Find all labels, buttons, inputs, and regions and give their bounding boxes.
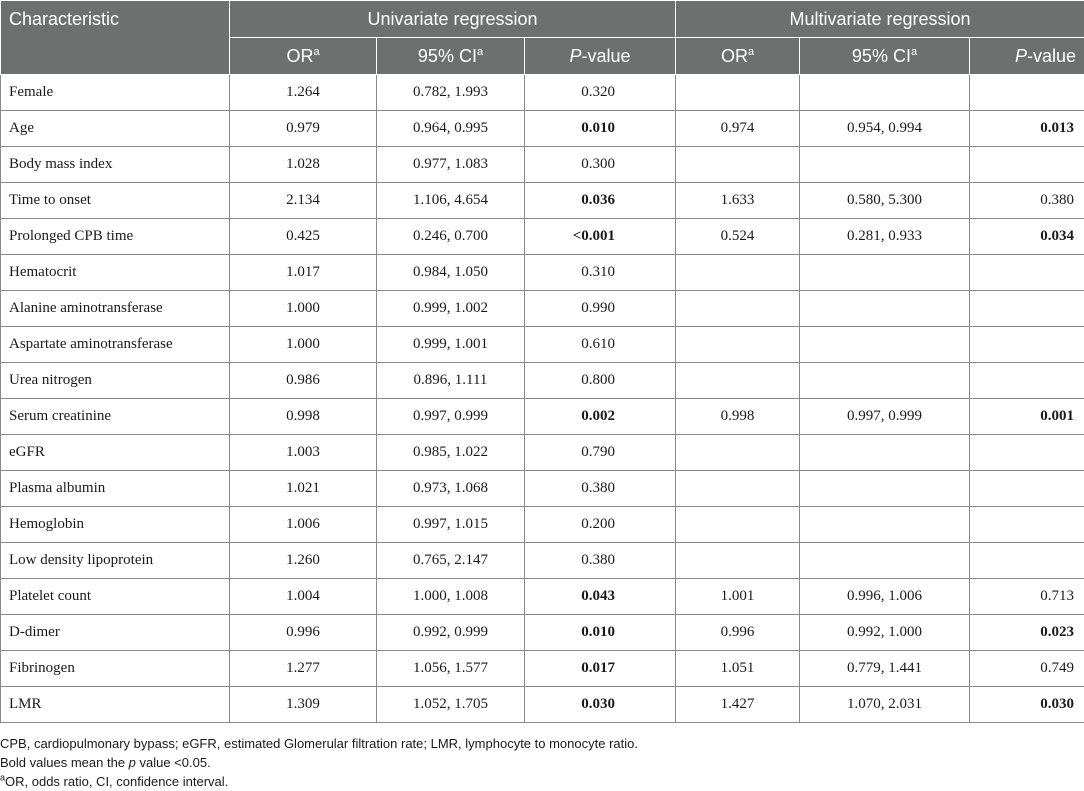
cell-characteristic: Aspartate aminotransferase [1, 327, 230, 363]
cell-multivariate-or: 1.001 [676, 579, 800, 615]
cell-univariate-p: 0.036 [525, 183, 676, 219]
cell-univariate-ci: 0.997, 1.015 [377, 507, 525, 543]
cell-multivariate-ci: 0.281, 0.933 [800, 219, 970, 255]
header-m-p: P-value [970, 38, 1084, 75]
header-m-ci: 95% $CI^a$ [800, 38, 970, 75]
cell-characteristic: Hemoglobin [1, 507, 230, 543]
cell-univariate-ci: 1.000, 1.008 [377, 579, 525, 615]
table-row [1, 615, 1084, 651]
cell-univariate-ci: 0.973, 1.068 [377, 471, 525, 507]
table-row [1, 111, 1084, 147]
cell-univariate-p: 0.380 [525, 543, 676, 579]
cell-univariate-or: 1.309 [230, 687, 377, 723]
cell-characteristic: Hematocrit [1, 255, 230, 291]
cell-multivariate-or [676, 435, 800, 471]
table-row [1, 183, 1084, 219]
cell-multivariate-ci [800, 543, 970, 579]
cell-univariate-or: 2.134 [230, 183, 377, 219]
cell-univariate-p: 0.017 [525, 651, 676, 687]
cell-multivariate-ci [800, 327, 970, 363]
cell-univariate-p: 0.990 [525, 291, 676, 327]
cell-multivariate-or: 1.633 [676, 183, 800, 219]
cell-univariate-p: 0.300 [525, 147, 676, 183]
cell-multivariate-p [970, 507, 1084, 543]
cell-multivariate-p [970, 291, 1084, 327]
cell-univariate-ci: 1.106, 4.654 [377, 183, 525, 219]
cell-univariate-ci: 0.984, 1.050 [377, 255, 525, 291]
cell-univariate-ci: 0.782, 1.993 [377, 75, 525, 111]
cell-univariate-or: 1.000 [230, 327, 377, 363]
cell-multivariate-ci [800, 255, 970, 291]
cell-multivariate-or [676, 507, 800, 543]
cell-multivariate-or [676, 255, 800, 291]
cell-characteristic: Time to onset [1, 183, 230, 219]
cell-univariate-ci: 0.999, 1.001 [377, 327, 525, 363]
cell-univariate-or: 0.986 [230, 363, 377, 399]
cell-univariate-p: 0.800 [525, 363, 676, 399]
table-row [1, 651, 1084, 687]
cell-multivariate-ci [800, 471, 970, 507]
cell-multivariate-or: 0.524 [676, 219, 800, 255]
cell-characteristic: Urea nitrogen [1, 363, 230, 399]
footnotes [0, 734, 1084, 791]
cell-multivariate-ci [800, 363, 970, 399]
footnote-bold: Bold values mean the p value <0.05. [0, 755, 211, 770]
cell-univariate-or: 1.006 [230, 507, 377, 543]
cell-multivariate-ci [800, 291, 970, 327]
cell-multivariate-or [676, 75, 800, 111]
cell-univariate-p: 0.310 [525, 255, 676, 291]
cell-multivariate-or [676, 327, 800, 363]
cell-multivariate-or [676, 543, 800, 579]
cell-univariate-p: 0.010 [525, 615, 676, 651]
cell-univariate-or: 1.003 [230, 435, 377, 471]
cell-univariate-ci: 0.896, 1.111 [377, 363, 525, 399]
table-header [1, 1, 1084, 75]
cell-characteristic: LMR [1, 687, 230, 723]
cell-characteristic: Body mass index [1, 147, 230, 183]
cell-univariate-or: 0.979 [230, 111, 377, 147]
cell-multivariate-p [970, 147, 1084, 183]
cell-univariate-or: 1.004 [230, 579, 377, 615]
cell-multivariate-p [970, 363, 1084, 399]
cell-characteristic: Female [1, 75, 230, 111]
cell-multivariate-p: 0.034 [970, 219, 1084, 255]
cell-univariate-p: 0.320 [525, 75, 676, 111]
cell-multivariate-or [676, 147, 800, 183]
cell-univariate-p: 0.010 [525, 111, 676, 147]
table-row [1, 579, 1084, 615]
table-row [1, 147, 1084, 183]
cell-multivariate-p: 0.713 [970, 579, 1084, 615]
cell-multivariate-ci: 0.997, 0.999 [800, 399, 970, 435]
cell-univariate-p: 0.610 [525, 327, 676, 363]
cell-univariate-or: 1.260 [230, 543, 377, 579]
cell-univariate-p: 0.002 [525, 399, 676, 435]
cell-multivariate-p: 0.001 [970, 399, 1084, 435]
header-u-p: P-value [525, 38, 676, 75]
cell-univariate-p: 0.380 [525, 471, 676, 507]
footnote-abbreviations: CPB, cardiopulmonary bypass; eGFR, estimated Glomerular filtration rate; LMR, lymphocyte to monocyte ratio. [0, 736, 638, 751]
cell-univariate-ci: 0.977, 1.083 [377, 147, 525, 183]
table-row [1, 219, 1084, 255]
cell-univariate-or: 0.425 [230, 219, 377, 255]
cell-multivariate-ci: 1.070, 2.031 [800, 687, 970, 723]
cell-multivariate-ci: 0.992, 1.000 [800, 615, 970, 651]
cell-univariate-ci: 0.765, 2.147 [377, 543, 525, 579]
cell-univariate-ci: 0.985, 1.022 [377, 435, 525, 471]
cell-univariate-p: 0.043 [525, 579, 676, 615]
cell-multivariate-or: 1.427 [676, 687, 800, 723]
header-multivariate: Multivariate regression [676, 1, 1084, 38]
cell-multivariate-p: 0.023 [970, 615, 1084, 651]
table-row [1, 291, 1084, 327]
table-row [1, 543, 1084, 579]
cell-characteristic: Age [1, 111, 230, 147]
cell-univariate-or: 0.998 [230, 399, 377, 435]
cell-multivariate-p [970, 327, 1084, 363]
header-u-or: $OR^a$ [230, 38, 377, 75]
table-body [1, 75, 1084, 723]
cell-univariate-ci: 0.997, 0.999 [377, 399, 525, 435]
cell-univariate-p: 0.030 [525, 687, 676, 723]
cell-multivariate-or [676, 471, 800, 507]
cell-multivariate-or: 0.996 [676, 615, 800, 651]
cell-characteristic: Low density lipoprotein [1, 543, 230, 579]
cell-univariate-or: 1.021 [230, 471, 377, 507]
cell-multivariate-or [676, 291, 800, 327]
cell-multivariate-p [970, 435, 1084, 471]
cell-characteristic: Prolonged CPB time [1, 219, 230, 255]
footnote-a: $^a$OR, odds ratio, CI, confidence interval. [0, 772, 229, 789]
header-u-ci: 95% $CI^a$ [377, 38, 525, 75]
table-row [1, 687, 1084, 723]
table-row [1, 471, 1084, 507]
cell-univariate-or: 1.017 [230, 255, 377, 291]
table-row [1, 255, 1084, 291]
cell-multivariate-p [970, 255, 1084, 291]
cell-multivariate-p [970, 75, 1084, 111]
cell-characteristic: Platelet count [1, 579, 230, 615]
cell-univariate-p: 0.200 [525, 507, 676, 543]
cell-univariate-or: 1.000 [230, 291, 377, 327]
cell-characteristic: Alanine aminotransferase [1, 291, 230, 327]
cell-univariate-p: 0.790 [525, 435, 676, 471]
header-univariate: Univariate regression [230, 1, 676, 38]
cell-multivariate-ci: 0.996, 1.006 [800, 579, 970, 615]
cell-multivariate-ci [800, 507, 970, 543]
cell-multivariate-p [970, 471, 1084, 507]
cell-multivariate-ci [800, 435, 970, 471]
cell-multivariate-p [970, 543, 1084, 579]
cell-multivariate-p: 0.030 [970, 687, 1084, 723]
cell-multivariate-p: 0.380 [970, 183, 1084, 219]
cell-univariate-or: 1.264 [230, 75, 377, 111]
cell-univariate-ci: 0.964, 0.995 [377, 111, 525, 147]
cell-characteristic: eGFR [1, 435, 230, 471]
cell-multivariate-ci [800, 147, 970, 183]
cell-univariate-or: 1.028 [230, 147, 377, 183]
cell-univariate-p: <0.001 [525, 219, 676, 255]
cell-multivariate-p: 0.749 [970, 651, 1084, 687]
cell-characteristic: D-dimer [1, 615, 230, 651]
cell-multivariate-or [676, 363, 800, 399]
cell-multivariate-or: 0.974 [676, 111, 800, 147]
header-m-or: $OR^a$ [676, 38, 800, 75]
cell-univariate-ci: 0.246, 0.700 [377, 219, 525, 255]
cell-univariate-ci: 0.992, 0.999 [377, 615, 525, 651]
cell-multivariate-ci [800, 75, 970, 111]
cell-multivariate-or: 0.998 [676, 399, 800, 435]
cell-characteristic: Fibrinogen [1, 651, 230, 687]
cell-multivariate-ci: 0.580, 5.300 [800, 183, 970, 219]
table-row [1, 507, 1084, 543]
header-characteristic: Characteristic [1, 1, 230, 75]
cell-multivariate-ci: 0.954, 0.994 [800, 111, 970, 147]
table-row [1, 75, 1084, 111]
table-row [1, 363, 1084, 399]
cell-univariate-ci: 1.052, 1.705 [377, 687, 525, 723]
table-row [1, 399, 1084, 435]
cell-univariate-ci: 1.056, 1.577 [377, 651, 525, 687]
cell-univariate-or: 1.277 [230, 651, 377, 687]
table-row [1, 327, 1084, 363]
cell-univariate-ci: 0.999, 1.002 [377, 291, 525, 327]
cell-multivariate-ci: 0.779, 1.441 [800, 651, 970, 687]
cell-characteristic: Serum creatinine [1, 399, 230, 435]
cell-multivariate-p: 0.013 [970, 111, 1084, 147]
table-row [1, 435, 1084, 471]
cell-univariate-or: 0.996 [230, 615, 377, 651]
cell-characteristic: Plasma albumin [1, 471, 230, 507]
cell-multivariate-or: 1.051 [676, 651, 800, 687]
